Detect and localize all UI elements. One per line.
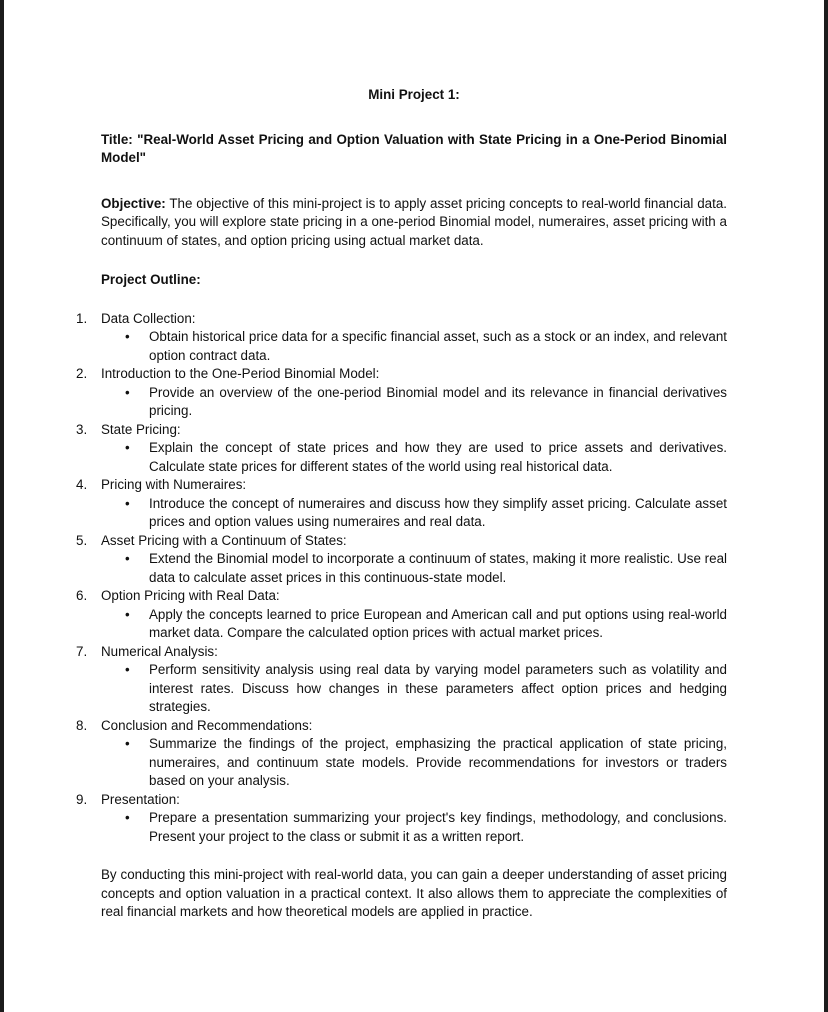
outline-sublist — [101, 550, 727, 587]
outline-detail-text: Perform sensitivity analysis using real data by varying model parameters such as volatility and interest rates. Discuss how changes in these parameters affect option prices and hedging strategies. — [149, 662, 727, 714]
outline-item-title: Option Pricing with Real Data: — [101, 588, 280, 603]
bullet-icon: • — [125, 551, 130, 566]
outline-item-number: 4. — [76, 477, 88, 492]
outline-item — [76, 421, 727, 477]
outline-detail-text: Introduce the concept of numeraires and discuss how they simplify asset pricing. Calculate asset prices and option values using numeraires and real data. — [149, 495, 727, 529]
outline-item — [76, 476, 727, 532]
outline-item — [76, 365, 727, 421]
outline-item-number: 5. — [76, 532, 88, 548]
outline-heading: Project Outline: — [101, 272, 201, 287]
bullet-icon: • — [125, 329, 130, 344]
outline-detail — [125, 384, 727, 421]
document-page — [76, 86, 727, 922]
bullet-icon: • — [125, 736, 130, 751]
outline-item-title: Pricing with Numeraires: — [101, 477, 247, 492]
outline-detail — [125, 809, 727, 846]
outline-sublist — [101, 495, 727, 532]
outline-item-title: Data Collection: — [101, 310, 196, 326]
outline-sublist — [101, 606, 727, 643]
outline-item-title: Conclusion and Recommendations: — [101, 717, 313, 733]
document-heading: Mini Project 1: — [368, 87, 460, 102]
outline-item — [76, 587, 727, 643]
outline-sublist — [101, 661, 727, 717]
objective-label: Objective: — [101, 195, 166, 211]
outline-sublist — [101, 439, 727, 476]
outline-detail-text: Extend the Binomial model to incorporate a continuum of states, making it more realistic. Use real data to calculate asset prices in this continuous-state model. — [149, 551, 727, 585]
objective-paragraph — [101, 195, 727, 251]
outline-detail — [125, 328, 727, 365]
outline-item — [76, 532, 727, 588]
outline-item-number: 1. — [76, 310, 88, 326]
outline-detail — [125, 661, 727, 717]
outline-detail — [125, 550, 727, 587]
outline-sublist — [101, 328, 727, 365]
outline-detail — [125, 735, 727, 791]
outline-detail-text: Summarize the findings of the project, emphasizing the practical application of state pricing, numeraires, and continuum state models. Provide recommendations for investors or traders based on your analysis. — [149, 736, 727, 788]
outline-detail-text: Explain the concept of state prices and how they are used to price assets and derivatives. Calculate state prices for different states of the world using real historical data. — [149, 440, 727, 474]
outline-item-title: Numerical Analysis: — [101, 643, 218, 659]
outline-item-number: 7. — [76, 643, 88, 659]
outline-detail-text: Obtain historical price data for a specific financial asset, such as a stock or an index, and relevant option contract data. — [149, 329, 727, 363]
outline-item-number: 9. — [76, 791, 88, 807]
outline-item-number: 3. — [76, 421, 88, 437]
outline-item-number: 6. — [76, 588, 88, 603]
objective-text: The objective of this mini-project is to apply asset pricing concepts to real-world financial data. Specifically, you will explore state pricing in a one-period Binomial model, numeraires, asset pricing with a continuum of states, and option pricing using actual market data. — [101, 195, 727, 248]
outline-item — [76, 643, 727, 717]
outline-item-number: 8. — [76, 717, 88, 733]
outline-sublist — [101, 735, 727, 791]
right-frame-edge — [824, 0, 828, 1012]
outline-detail — [125, 606, 727, 643]
outline-sublist — [101, 384, 727, 421]
outline-detail — [125, 439, 727, 476]
outline-detail-text: Apply the concepts learned to price European and American call and put options using real-world market data. Compare the calculated option prices with actual market prices. — [149, 606, 727, 640]
document-title: Title: "Real-World Asset Pricing and Option Valuation with State Pricing in a One-Period Binomial Model" — [101, 131, 727, 165]
outline-sublist — [101, 809, 727, 846]
bullet-icon: • — [125, 810, 130, 825]
outline-item-title: Presentation: — [101, 791, 180, 807]
bullet-icon: • — [125, 495, 130, 511]
outline-item-number: 2. — [76, 366, 88, 381]
outline-detail-text: Provide an overview of the one-period Binomial model and its relevance in financial derivatives pricing. — [149, 384, 727, 418]
outline-item-title: Asset Pricing with a Continuum of States: — [101, 532, 347, 548]
bullet-icon: • — [125, 662, 130, 677]
left-frame-edge — [0, 0, 4, 1012]
outline-item — [76, 310, 727, 366]
bullet-icon: • — [125, 606, 130, 622]
outline-item-title: Introduction to the One-Period Binomial Model: — [101, 366, 380, 381]
bullet-icon: • — [125, 440, 130, 455]
outline-item — [76, 717, 727, 791]
outline-item-title: State Pricing: — [101, 421, 181, 437]
project-outline-list — [76, 310, 727, 847]
outline-detail — [125, 495, 727, 532]
conclusion-paragraph: By conducting this mini-project with real-world data, you can gain a deeper understanding of asset pricing concepts and option valuation in a practical context. It also allows them to appreciate the complexities of real financial markets and how theoretical models are applied in practice. — [101, 867, 727, 919]
outline-detail-text: Prepare a presentation summarizing your project's key findings, methodology, and conclusions. Present your project to the class or submit it as a written report. — [149, 810, 727, 844]
bullet-icon: • — [125, 384, 130, 400]
outline-item — [76, 791, 727, 847]
